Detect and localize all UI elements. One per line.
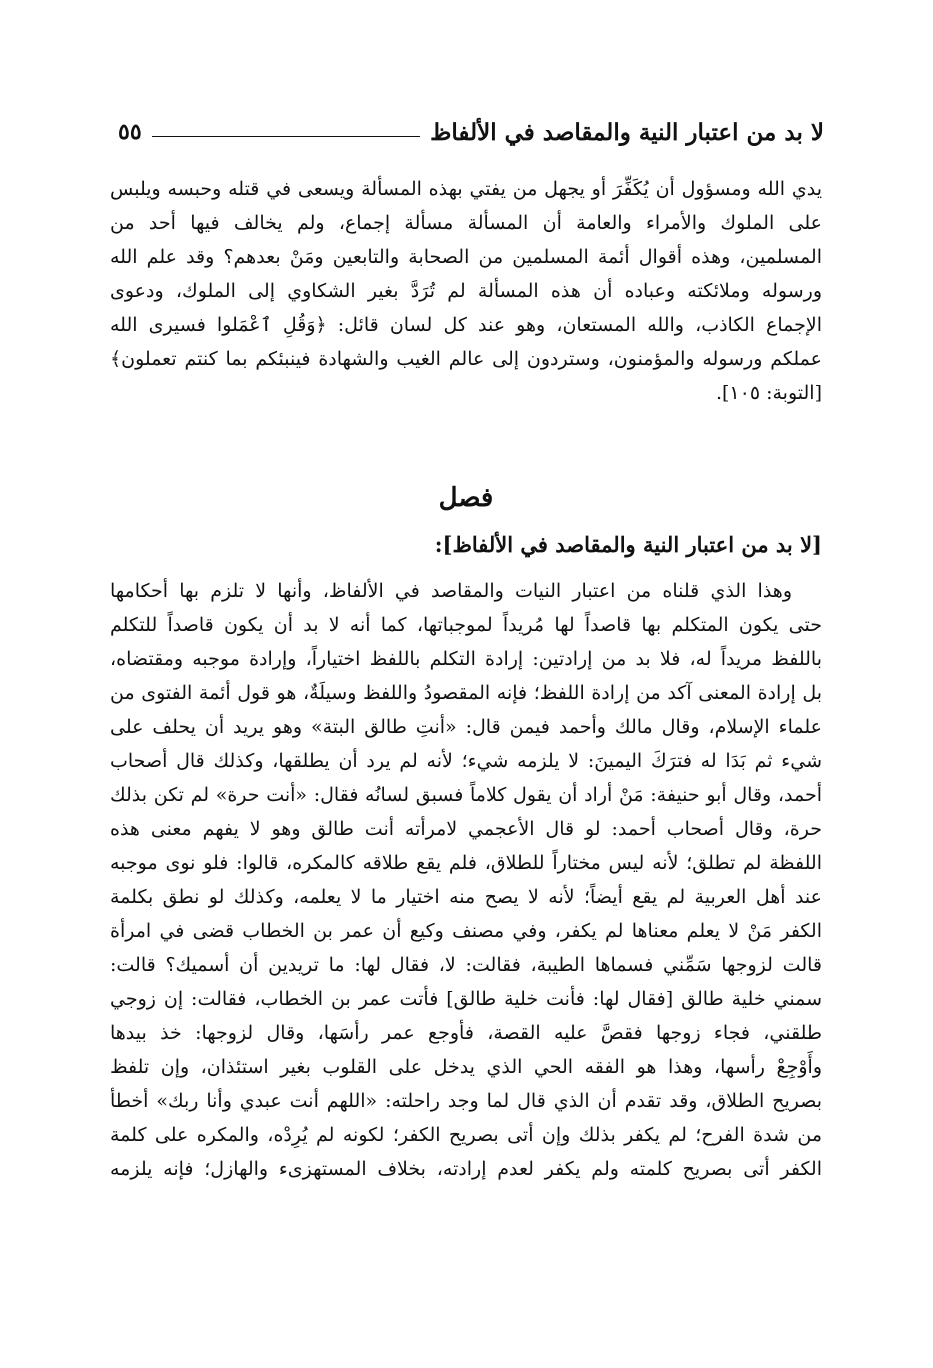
text-line: سمني خلية طالق [فقال لها: فأنت خلية طالق] فأتت عمر بن الخطاب، فقالت: إن زوجي [110, 988, 822, 1010]
text-line: المسلمين، وهذه أقوال أئمة المسلمين من الصحابة والتابعين ومَنْ بعدهم؟ وقد علم الله [110, 246, 822, 268]
text-line: ورسوله وملائكته وعباده أن هذه المسألة لم تُرَدَّ بغير الشكاوي إلى الملوك، ودعوى [110, 280, 822, 302]
text-line: وهذا الذي قلناه من اعتبار النيات والمقاصد في الألفاظ، وأنها لا تلزم بها أحكامها [110, 580, 792, 602]
text-line: حتى يكون المتكلم بها قاصداً لها مُريداً لموجباتها، كما أنه لا بد أن يكون قاصداً للتكلم [110, 614, 822, 636]
text-line: باللفظ مريداً له، فلا بد من إرادتين: إرادة التكلم باللفظ اختياراً، وإرادة موجبه ومقتضاه، [110, 648, 822, 670]
text-line: شيء ثم بَدَا له فترَكَ اليمينَ: لا يلزمه شيء؛ لأنه لم يرد أن يطلقها، وكذلك قال أصحاب [110, 750, 822, 772]
running-title: لا بد من اعتبار النية والمقاصد في الألفاظ [430, 118, 824, 146]
text-line: على الملوك والأمراء والعامة أن المسألة مسألة إجماع، ولم يخالف فيها أحد من [110, 212, 822, 234]
text-line: [التوبة: ١٠٥]. [715, 382, 822, 404]
text-line: علماء الإسلام، وقال مالك وأحمد فيمن قال: «أنتِ طالق البتة» وهو يريد أن يحلف على [110, 716, 822, 738]
text-line: اللفظة لم تطلق؛ لأنه ليس مختاراً للطلاق، فلم يقع طلاقه كالمكره، قالوا: فلو نوى موجبه [110, 852, 822, 874]
text-line: حرة، وقال أصحاب أحمد: لو قال الأعجمي لامرأته أنت طالق وهو لا يفهم معنى هذه [110, 818, 822, 840]
section-title: فصل [438, 483, 494, 513]
text-line: طلقني، فجاء زوجها فقصَّ عليه القصة، فأوجع عمر رأسَها، وقال لزوجها: خذ بيدها [110, 1022, 822, 1044]
running-header [118, 112, 824, 152]
text-line: الكفر مَنْ لا يعلم معناها لم يكفر، وفي مصنف وكيع أن عمر بن الخطاب قضى في امرأة [110, 920, 822, 942]
text-line: قالت لزوجها سَمِّني فسماها الطيبة، فقالت: لا، فقال لها: ما تريدين أن أسميك؟ قالت: [110, 954, 822, 976]
paragraph-2 [110, 574, 822, 1186]
section-subtitle: [لا بد من اعتبار النية والمقاصد في الألفاظ]: [434, 532, 822, 557]
page-number: ٥٥ [118, 119, 142, 145]
header-rule [152, 136, 421, 137]
text-line: من شدة الفرح؛ لم يكفر بذلك وإن أتى بصريح الكفر؛ لكونه لم يُرِدْه، والمكره على كلمة [110, 1124, 822, 1146]
text-line: عند أهل العربية لم يقع أيضاً؛ لأنه لا يصح منه اختيار ما لا يعلمه، وكذلك لو نطق بكلمة [110, 886, 822, 908]
text-line: بل إرادة المعنى آكد من إرادة اللفظ؛ فإنه المقصودُ واللفظ وسيلَةٌ، هو قول أئمة الفتوى من [110, 682, 822, 704]
text-line: يدي الله ومسؤول أن يُكَفِّرَ أو يجهل من يفتي بهذه المسألة ويسعى في قتله وحبسه ويلبس [110, 178, 822, 200]
text-line: الإجماع الكاذب، والله المستعان، وهو عند كل لسان قائل: ﴿وَقُلِ ٱعْمَلوا فسيرى الله [110, 314, 822, 336]
text-line: عملكم ورسوله والمؤمنون، وستردون إلى عالم الغيب والشهادة فينبئكم بما كنتم تعملون﴾ [110, 348, 822, 370]
paragraph-1 [110, 172, 822, 410]
text-line: الكفر أتى بصريح كلمته ولم يكفر لعدم إرادته، بخلاف المستهزىء والهازل؛ فإنه يلزمه [110, 1158, 822, 1180]
text-line: بصريح الطلاق، وقد تقدم أن الذي قال لما وجد راحلته: «اللهم أنت عبدي وأنا ربك» أخطأ [110, 1090, 822, 1112]
text-line: أحمد، وقال أبو حنيفة: مَنْ أراد أن يقول كلاماً فسبق لسانُه فقال: «أنت حرة» لم تكن بذلك [110, 784, 822, 806]
text-line: وأَوْجِعْ رأسها، وهذا هو الفقه الحي الذي يدخل على القلوب بغير استئذان، وإن تلفظ [110, 1056, 822, 1078]
